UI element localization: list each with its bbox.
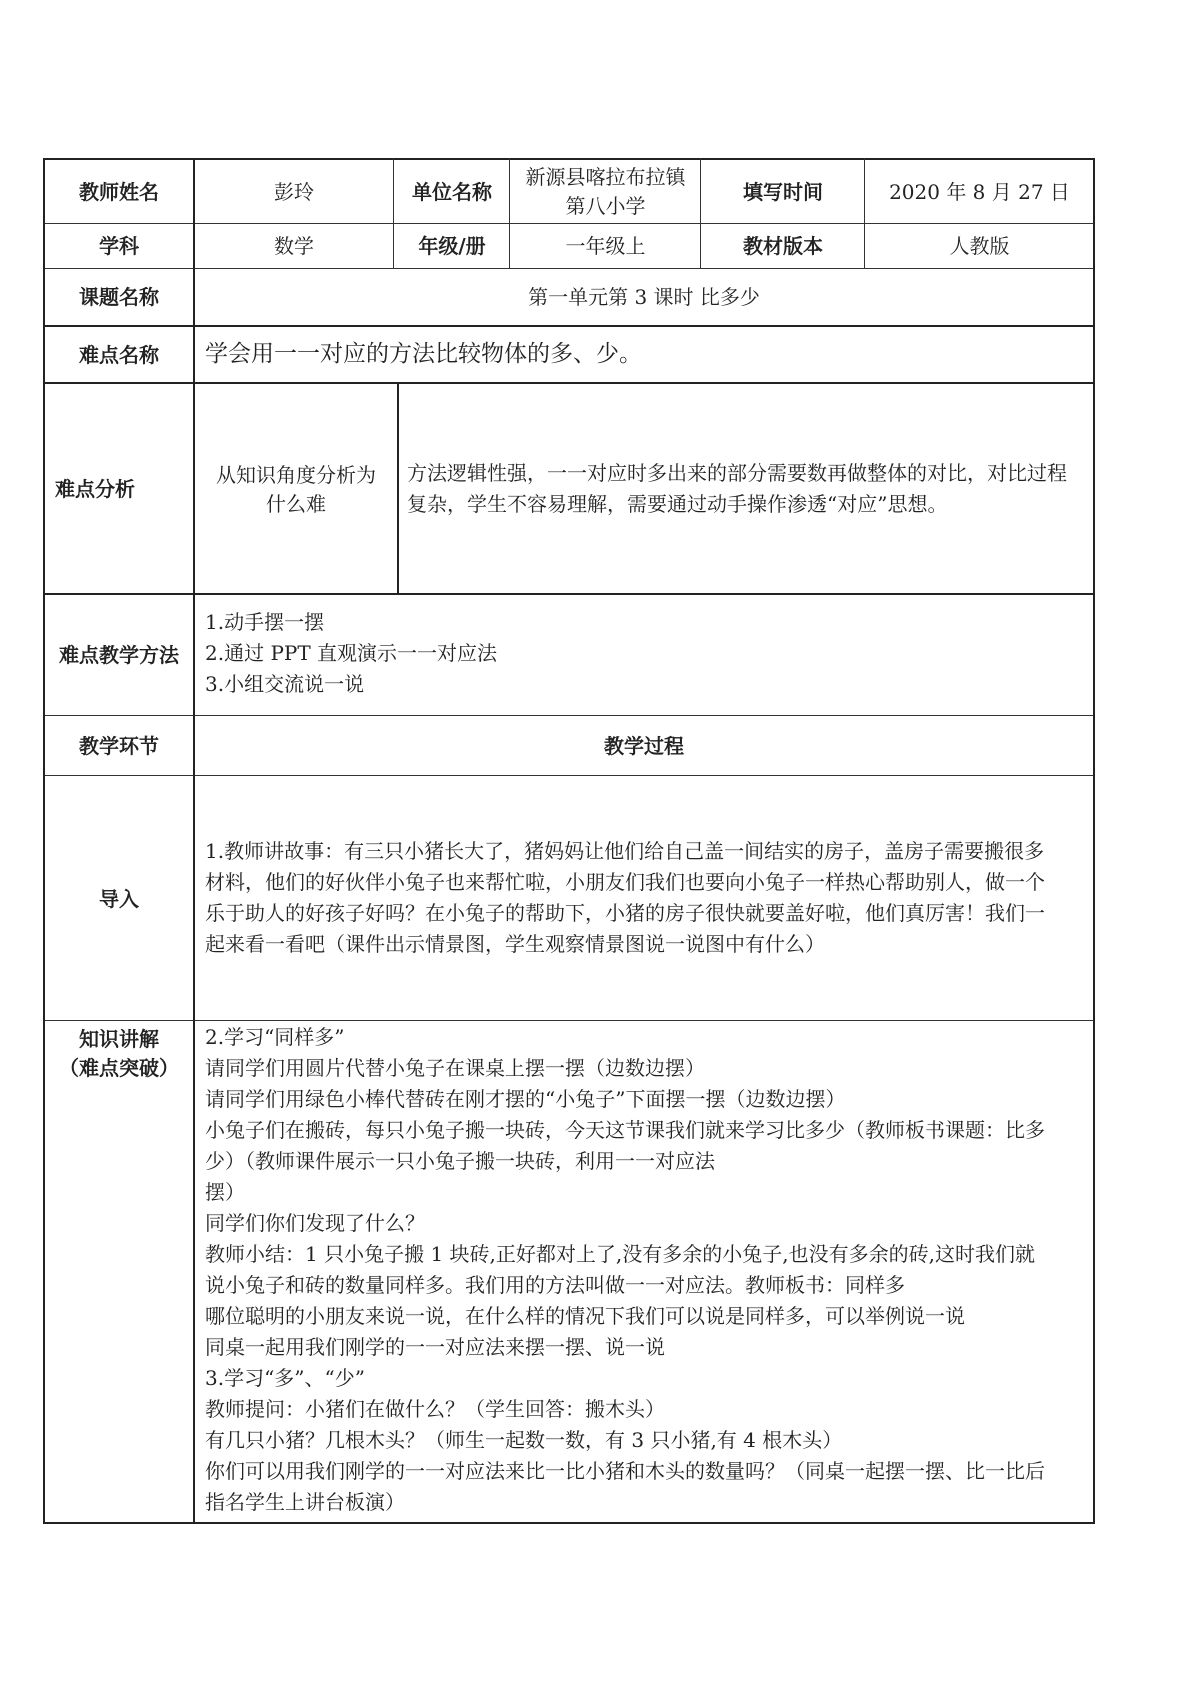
intro-label: 导入 (99, 886, 139, 911)
knowledge-line: 教师小结：1 只小兔子搬 1 块砖,正好都对上了,没有多余的小兔子,也没有多余的砖,这时我们就 (205, 1242, 1035, 1266)
knowledge-line: 同学们你们发现了什么？ (205, 1211, 425, 1235)
methods-list (205, 607, 1085, 700)
knowledge-line: 少）（教师课件展示一只小兔子搬一块砖，利用一一对应法 (205, 1149, 715, 1173)
knowledge-line: 请同学们用绿色小棒代替砖在刚才摆的“小兔子”下面摆一摆（边数边摆） (205, 1087, 846, 1111)
column-divider (509, 158, 510, 268)
analysis-line: 方法逻辑性强，一一对应时多出来的部分需要数再做整体的对比，对比过程 (407, 461, 1067, 485)
process-stage-header: 教学环节 (79, 733, 159, 758)
column-divider (864, 158, 865, 268)
method-item: 2.通过 PPT 直观演示一一对应法 (205, 641, 498, 665)
row-divider (43, 1020, 1095, 1021)
analysis-sub-label (195, 460, 397, 520)
knowledge-line: 教师提问：小猪们在做什么？（学生回答：搬木头） (205, 1397, 665, 1421)
unit-name-label: 单位名称 (412, 179, 492, 204)
table-border-right (1093, 158, 1095, 1524)
knowledge-line: 有几只小猪？几根木头？（师生一起数一数，有 3 只小猪,有 4 根木头） (205, 1428, 843, 1452)
knowledge-label (45, 1024, 193, 1084)
intro-text (205, 836, 1093, 960)
difficulty-value: 学会用一一对应的方法比较物体的多、少。 (205, 341, 642, 368)
fill-date-value: 2020 年 8 月 27 日 (889, 179, 1070, 204)
topic-label: 课题名称 (79, 285, 159, 309)
intro-line: 起来看一看吧（课件出示情景图，学生观察情景图说一说图中有什么） (205, 932, 825, 956)
analysis-sub-label-line-1: 从知识角度分析为 (216, 463, 376, 487)
knowledge-line: 你们可以用我们刚学的一一对应法来比一比小猪和木头的数量吗？（同桌一起摆一摆、比一比后 (205, 1459, 1045, 1483)
difficulty-label: 难点名称 (79, 342, 159, 367)
knowledge-line: 哪位聪明的小朋友来说一说，在什么样的情况下我们可以说是同样多，可以举例说一说 (205, 1304, 965, 1328)
intro-line: 1.教师讲故事：有三只小猪长大了，猪妈妈让他们给自己盖一间结实的房子，盖房子需要搬很多 (205, 839, 1045, 863)
column-divider (700, 158, 701, 268)
subject-value: 数学 (274, 234, 314, 258)
label-column-divider (193, 158, 195, 1524)
analysis-line: 复杂，学生不容易理解，需要通过动手操作渗透“对应”思想。 (407, 492, 948, 516)
row-divider (43, 593, 1095, 595)
topic-value: 第一单元第 3 课时 比多少 (528, 285, 760, 309)
knowledge-line: 小兔子们在搬砖，每只小兔子搬一块砖，今天这节课我们就来学习比多少（教师板书课题：比多 (205, 1118, 1045, 1142)
unit-name-value (511, 160, 700, 223)
knowledge-line: 3.学习“多”、“少” (205, 1366, 365, 1390)
intro-line: 乐于助人的好孩子好吗？在小兔子的帮助下，小猪的房子很快就要盖好啦，他们真厉害！我们一 (205, 901, 1045, 925)
edition-value: 人教版 (949, 234, 1010, 258)
knowledge-line: 2.学习“同样多” (205, 1025, 345, 1049)
teacher-name-label: 教师姓名 (79, 179, 159, 204)
table-border-bottom (43, 1522, 1095, 1524)
analysis-sub-label-line-2: 什么难 (266, 492, 326, 516)
knowledge-line: 请同学们用圆片代替小兔子在课桌上摆一摆（边数边摆） (205, 1056, 705, 1080)
knowledge-line: 指名学生上讲台板演） (205, 1490, 405, 1514)
row-divider (43, 382, 1095, 384)
analysis-column-divider (397, 382, 399, 593)
teacher-name-value: 彭玲 (274, 179, 314, 204)
unit-name-line-1: 新源县喀拉布拉镇 (525, 164, 686, 189)
intro-line: 材料，他们的好伙伴小兔子也来帮忙啦，小朋友们我们也要向小兔子一样热心帮助别人，做一个 (205, 870, 1045, 894)
analysis-text (407, 458, 1091, 520)
grade-value: 一年级上 (565, 234, 646, 258)
method-item: 1.动手摆一摆 (205, 610, 325, 634)
row-divider (43, 775, 1095, 776)
fill-date-label: 填写时间 (743, 179, 823, 204)
knowledge-line: 同桌一起用我们刚学的一一对应法来摆一摆、说一说 (205, 1335, 665, 1359)
column-divider (393, 158, 394, 268)
knowledge-line: 摆） (205, 1180, 245, 1204)
unit-name-line-2: 第八小学 (565, 193, 646, 218)
analysis-label: 难点分析 (55, 476, 135, 501)
method-item: 3.小组交流说一说 (205, 672, 365, 696)
knowledge-line: 说小兔子和砖的数量同样多。我们用的方法叫做一一对应法。教师板书：同样多 (205, 1273, 905, 1297)
methods-label: 难点教学方法 (59, 643, 179, 667)
subject-label: 学科 (99, 234, 139, 258)
knowledge-text (205, 1022, 1093, 1518)
edition-label: 教材版本 (743, 234, 823, 258)
knowledge-label-line-2: （难点突破） (59, 1056, 179, 1080)
process-content-header: 教学过程 (604, 733, 684, 758)
grade-label: 年级/册 (418, 234, 486, 258)
knowledge-label-line-1: 知识讲解 (79, 1027, 159, 1051)
